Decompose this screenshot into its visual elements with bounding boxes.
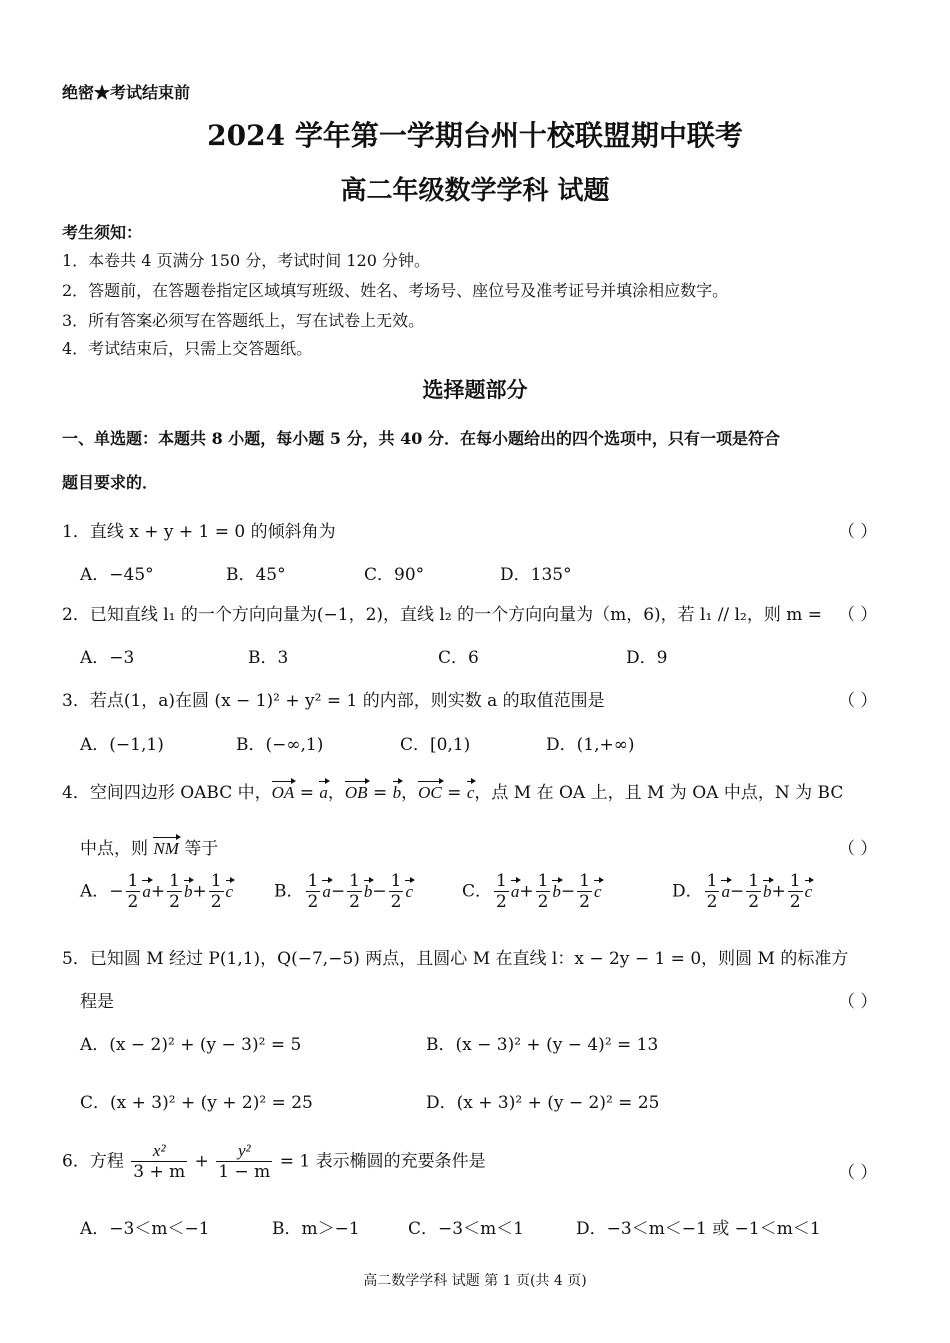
sign: − [330,881,346,902]
fraction-half [306,872,321,912]
fraction-numerator: 1 [307,871,319,891]
part-heading-line2: 题目要求的． [62,473,159,492]
vector-c: c [405,881,414,901]
fraction-numerator: 1 [169,871,180,891]
fraction-half [577,872,592,912]
fraction-denominator: 2 [127,891,139,912]
part-heading-line1: 一、单选题：本题共 8 小题，每小题 5 分，共 40 分．在每小题给出的四个选项中，只有一项是符合 [62,429,780,448]
q6-text: = 1 表示椭圆的充要条件是 [279,1151,486,1172]
sign: − [560,881,576,902]
q6-option-c: C．−3＜m＜1 [408,1219,525,1239]
fraction-half [347,872,362,912]
q3-option-d: D．(1,+∞) [546,735,635,755]
fraction-denominator: 2 [390,891,402,912]
fraction-denominator: 1 − m [218,1161,271,1182]
question-5-stem-line1: 5．已知圆 M 经过 P(1,1)，Q(−7,−5) 两点，且圆心 M 在直线 l：x − 2y − 1 = 0，则圆 M 的标准方 [62,949,849,969]
fraction-y2 [216,1142,272,1182]
notice-item: 2．答题前，在答题卷指定区域填写班级、姓名、考场号、座位号及准考证号并填涂相应数字。 [62,281,729,300]
fraction-half [788,872,803,912]
q4-text: 中点，则 [80,839,148,859]
fraction-half [209,872,224,912]
fraction-denominator: 2 [579,891,590,912]
vector-ob: OB [344,783,368,802]
notice-item: 3．所有答案必须写在答题纸上，写在试卷上无效。 [62,311,425,330]
notice-item: 1．本卷共 4 页满分 150 分，考试时间 120 分钟。 [62,251,430,270]
fraction-numerator: 1 [748,871,760,891]
q2-option-b: B．3 [248,648,289,668]
fraction-denominator: 2 [706,891,718,912]
q1-option-a: A．−45° [80,565,154,585]
fraction-denominator: 2 [307,891,319,912]
question-3-stem: 3．若点(1，a)在圆 (x − 1)² + y² = 1 的内部，则实数 a 的取值范围是 [62,691,605,711]
vector-a: a [142,881,151,901]
q5-option-d: D．(x + 3)² + (y − 2)² = 25 [426,1093,660,1113]
fraction-denominator: 2 [748,891,760,912]
confidential-label: 绝密★考试结束前 [62,83,191,102]
vector-a: a [510,881,520,901]
q1-option-b: B．45° [226,565,286,585]
q5-option-a: A．(x − 2)² + (y − 3)² = 5 [80,1035,302,1055]
vector-oc: OC [418,783,442,802]
answer-paren: （ ） [838,691,878,711]
fraction-denominator: 2 [496,891,507,912]
fraction-half [536,872,551,912]
sign: + [771,881,786,902]
question-1-stem: 1．直线 x + y + 1 = 0 的倾斜角为 [62,522,336,542]
q4-option-a [80,872,233,912]
exam-title: 2024 学年第一学期台州十校联盟期中联考 [207,119,743,152]
question-4-stem-line1: 4．空间四边形 OABC 中，OA = a，OB = b，OC = c，点 M 在 OA 上，且 M 为 OA 中点，N 为 BC [62,783,844,803]
vector-a: a [322,881,331,901]
answer-paren: （ ） [838,992,878,1012]
q5-option-c: C．(x + 3)² + (y + 2)² = 25 [80,1093,313,1113]
fraction-numerator: 1 [496,871,507,891]
page-footer: 高二数学学科 试题 第 1 页(共 4 页) [363,1273,587,1289]
fraction-denominator: 2 [789,891,801,912]
fraction-numerator: 1 [210,871,222,891]
fraction-denominator: 2 [537,891,549,912]
answer-paren: （ ） [838,839,878,859]
question-6-stem [62,1142,486,1182]
q4-option-b [274,872,413,912]
fraction-numerator: 1 [789,871,801,891]
vector-a: a [319,783,328,802]
exam-subtitle: 高二年级数学学科 试题 [340,176,610,206]
sign: − [109,881,124,902]
q6-option-d: D．−3＜m＜−1 或 −1＜m＜1 [576,1219,821,1239]
option-label: B． [274,881,304,902]
fraction-numerator: 1 [537,871,549,891]
q5-option-b: B．(x − 3)² + (y − 4)² = 13 [426,1035,659,1055]
vector-b: b [552,881,561,901]
vector-b: b [392,783,402,802]
vector-c: c [225,881,234,901]
answer-paren: （ ） [838,522,878,542]
option-label: A． [80,881,110,902]
vector-oa: OA [271,783,295,802]
question-5-stem-line2: 程是 [80,992,114,1012]
fraction-denominator: 3 + m [133,1161,186,1182]
q1-option-c: C．90° [364,565,425,585]
plus-sign: + [194,1151,209,1172]
vector-b: b [363,881,373,901]
q4-text: ，点 M 在 OA 上，且 M 为 OA 中点，N 为 BC [474,783,844,803]
q4-option-d [672,872,812,912]
answer-paren: （ ） [838,605,878,625]
q3-option-a: A．(−1,1) [80,735,164,755]
vector-b: b [183,881,193,901]
option-label: C． [462,881,493,902]
vector-b: b [763,881,772,901]
answer-paren: （ ） [838,1163,878,1183]
question-2-stem: 2．已知直线 l₁ 的一个方向向量为(−1，2)，直线 l₂ 的一个方向向量为（m，6)，若 l₁ // l₂，则 m = [62,605,822,625]
q6-option-b: B．m＞−1 [272,1219,360,1239]
q2-option-c: C．6 [438,648,479,668]
sign: − [372,881,387,902]
fraction-numerator: 1 [390,871,402,891]
fraction-numerator: 1 [349,871,360,891]
fraction-half [705,872,720,912]
fraction-half [389,872,404,912]
q2-option-a: A．−3 [80,648,135,668]
q6-option-a: A．−3＜m＜−1 [80,1219,210,1239]
sign: + [519,881,534,902]
vector-c: c [804,881,813,901]
q3-option-c: C．[0,1) [400,735,471,755]
fraction-denominator: 2 [169,891,180,912]
notice-item: 4．考试结束后，只需上交答题纸。 [62,339,313,358]
fraction-half [494,872,509,912]
q4-text: 4．空间四边形 OABC 中， [62,783,272,803]
notice-heading: 考生须知： [62,223,143,242]
option-label: D． [672,881,703,902]
sign: − [729,881,745,902]
vector-a: a [721,881,730,901]
sign: + [192,881,207,902]
vector-c: c [594,881,602,901]
q1-option-d: D．135° [500,565,572,585]
fraction-half [746,872,761,912]
vector-nm: NM [153,839,179,858]
vector-c: c [466,783,475,802]
fraction-denominator: 2 [349,891,360,912]
fraction-numerator: 1 [127,871,139,891]
sign: + [150,881,166,902]
section-title: 选择题部分 [422,377,528,402]
fraction-denominator: 2 [210,891,222,912]
q4-option-c [462,872,602,912]
fraction-half [167,872,182,912]
q4-text: 等于 [184,839,219,859]
fraction-numerator: y² [216,1142,272,1162]
question-4-stem-line2 [80,834,218,859]
q2-option-d: D．9 [626,648,668,668]
fraction-x2 [131,1142,187,1182]
fraction-numerator: 1 [579,871,590,891]
fraction-numerator: x² [131,1142,187,1162]
fraction-numerator: 1 [706,871,718,891]
q3-option-b: B．(−∞,1) [236,735,324,755]
fraction-half [126,872,141,912]
q6-text: 6．方程 [62,1151,124,1172]
